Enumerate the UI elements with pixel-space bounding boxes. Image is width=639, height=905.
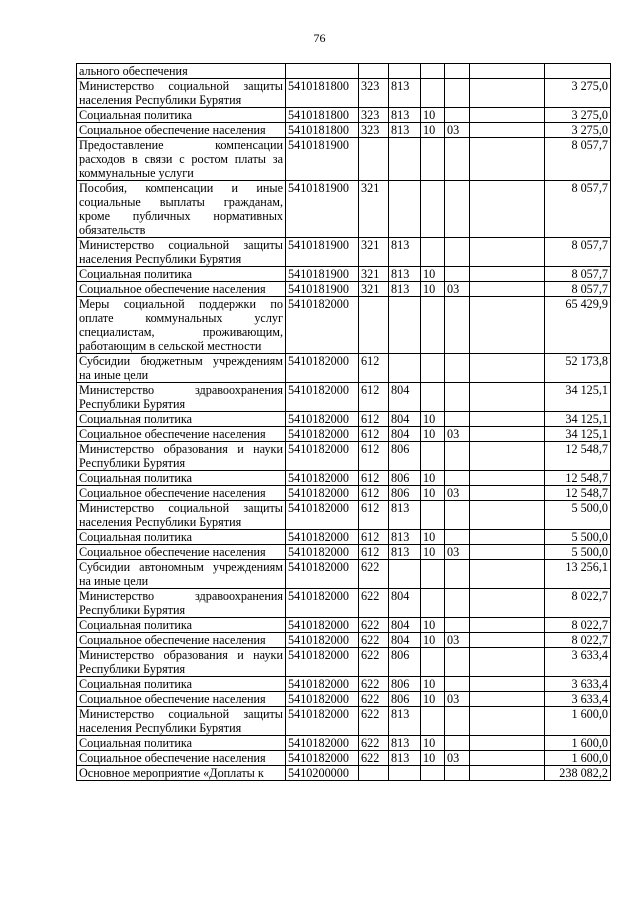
section-cell (421, 297, 445, 354)
amount-cell: 12 548,7 (545, 442, 611, 471)
department-code-cell: 813 (389, 238, 421, 267)
amount-cell: 8 022,7 (545, 633, 611, 648)
department-code-cell: 813 (389, 267, 421, 282)
page-number: 76 (313, 31, 326, 45)
expense-type-cell: 323 (359, 123, 389, 138)
target-article-cell: 5410181800 (286, 108, 359, 123)
expense-type-cell: 622 (359, 618, 389, 633)
row-name-cell: Социальная политика (77, 471, 286, 486)
subsection-cell (445, 677, 470, 692)
subsection-cell (445, 64, 470, 79)
subsection-cell (445, 530, 470, 545)
section-cell (421, 589, 445, 618)
amount-cell: 1 600,0 (545, 751, 611, 766)
target-article-cell: 5410181800 (286, 123, 359, 138)
section-cell (421, 648, 445, 677)
row-name-cell: Социальное обеспечение населения (77, 545, 286, 560)
row-name-cell: Министерство здравоохранения Республики Бурятия (77, 589, 286, 618)
amount-cell: 34 125,1 (545, 412, 611, 427)
target-article-cell: 5410181900 (286, 282, 359, 297)
section-cell: 10 (421, 123, 445, 138)
section-cell: 10 (421, 427, 445, 442)
department-code-cell (389, 560, 421, 589)
amount-cell: 8 057,7 (545, 181, 611, 238)
subsection-cell (445, 589, 470, 618)
amount-cell: 238 082,2 (545, 766, 611, 781)
row-name-cell: Предоставление компенсации расходов в связи с ростом платы за коммунальные услуги (77, 138, 286, 181)
subsection-cell (445, 736, 470, 751)
amount-cell: 3 633,4 (545, 648, 611, 677)
expense-type-cell: 622 (359, 633, 389, 648)
target-article-cell: 5410182000 (286, 427, 359, 442)
target-article-cell: 5410182000 (286, 442, 359, 471)
target-article-cell: 5410182000 (286, 486, 359, 501)
table-row (77, 501, 611, 530)
empty-cell (470, 79, 545, 108)
empty-cell (470, 354, 545, 383)
empty-cell (470, 530, 545, 545)
target-article-cell: 5410182000 (286, 297, 359, 354)
table-row (77, 545, 611, 560)
table-row (77, 354, 611, 383)
department-code-cell: 804 (389, 618, 421, 633)
section-cell: 10 (421, 267, 445, 282)
empty-cell (470, 238, 545, 267)
row-name-cell: Социальное обеспечение населения (77, 486, 286, 501)
expense-type-cell: 612 (359, 412, 389, 427)
section-cell (421, 238, 445, 267)
table-body (77, 64, 611, 781)
empty-cell (470, 282, 545, 297)
department-code-cell: 806 (389, 677, 421, 692)
expense-type-cell (359, 297, 389, 354)
table-row (77, 427, 611, 442)
expense-type-cell: 612 (359, 427, 389, 442)
department-code-cell: 813 (389, 530, 421, 545)
section-cell: 10 (421, 486, 445, 501)
target-article-cell (286, 64, 359, 79)
subsection-cell: 03 (445, 545, 470, 560)
department-code-cell: 813 (389, 751, 421, 766)
expense-type-cell: 622 (359, 677, 389, 692)
subsection-cell (445, 442, 470, 471)
amount-cell: 3 275,0 (545, 108, 611, 123)
subsection-cell: 03 (445, 282, 470, 297)
expense-type-cell: 622 (359, 751, 389, 766)
empty-cell (470, 297, 545, 354)
empty-cell (470, 751, 545, 766)
empty-cell (470, 589, 545, 618)
department-code-cell (389, 181, 421, 238)
target-article-cell: 5410181900 (286, 267, 359, 282)
amount-cell: 13 256,1 (545, 560, 611, 589)
amount-cell: 8 057,7 (545, 238, 611, 267)
section-cell: 10 (421, 633, 445, 648)
row-name-cell: Социальная политика (77, 412, 286, 427)
department-code-cell: 813 (389, 108, 421, 123)
expense-type-cell: 622 (359, 692, 389, 707)
row-name-cell: Социальная политика (77, 736, 286, 751)
amount-cell: 8 022,7 (545, 618, 611, 633)
department-code-cell: 813 (389, 79, 421, 108)
subsection-cell: 03 (445, 123, 470, 138)
table-row (77, 648, 611, 677)
target-article-cell: 5410182000 (286, 501, 359, 530)
expense-type-cell: 612 (359, 442, 389, 471)
target-article-cell: 5410182000 (286, 560, 359, 589)
department-code-cell: 806 (389, 471, 421, 486)
target-article-cell: 5410181900 (286, 181, 359, 238)
expense-type-cell: 612 (359, 486, 389, 501)
amount-cell: 8 057,7 (545, 267, 611, 282)
target-article-cell: 5410182000 (286, 589, 359, 618)
amount-cell (545, 64, 611, 79)
subsection-cell (445, 501, 470, 530)
section-cell (421, 442, 445, 471)
expense-type-cell (359, 138, 389, 181)
expense-type-cell: 622 (359, 589, 389, 618)
section-cell (421, 766, 445, 781)
section-cell: 10 (421, 471, 445, 486)
amount-cell: 3 275,0 (545, 123, 611, 138)
table-row (77, 560, 611, 589)
department-code-cell: 813 (389, 545, 421, 560)
target-article-cell: 5410181900 (286, 238, 359, 267)
amount-cell: 52 173,8 (545, 354, 611, 383)
expense-type-cell: 612 (359, 383, 389, 412)
expense-type-cell: 622 (359, 707, 389, 736)
table-row (77, 677, 611, 692)
subsection-cell (445, 267, 470, 282)
expense-type-cell: 622 (359, 648, 389, 677)
target-article-cell: 5410182000 (286, 677, 359, 692)
department-code-cell (389, 297, 421, 354)
empty-cell (470, 64, 545, 79)
department-code-cell: 806 (389, 648, 421, 677)
row-name-cell: Социальная политика (77, 108, 286, 123)
amount-cell: 8 057,7 (545, 282, 611, 297)
row-name-cell: Социальная политика (77, 267, 286, 282)
empty-cell (470, 181, 545, 238)
subsection-cell: 03 (445, 633, 470, 648)
empty-cell (470, 545, 545, 560)
empty-cell (470, 138, 545, 181)
empty-cell (470, 427, 545, 442)
department-code-cell: 813 (389, 707, 421, 736)
amount-cell: 1 600,0 (545, 736, 611, 751)
empty-cell (470, 267, 545, 282)
table-row (77, 267, 611, 282)
row-name-cell: Социальная политика (77, 618, 286, 633)
subsection-cell (445, 618, 470, 633)
row-name-cell: Социальная политика (77, 677, 286, 692)
department-code-cell (389, 766, 421, 781)
expense-type-cell: 622 (359, 560, 389, 589)
table-row (77, 79, 611, 108)
department-code-cell: 804 (389, 589, 421, 618)
section-cell: 10 (421, 282, 445, 297)
department-code-cell (389, 138, 421, 181)
expense-type-cell: 323 (359, 108, 389, 123)
empty-cell (470, 648, 545, 677)
target-article-cell: 5410182000 (286, 648, 359, 677)
row-name-cell: Социальное обеспечение населения (77, 123, 286, 138)
row-name-cell: Министерство социальной защиты населения Республики Бурятия (77, 79, 286, 108)
target-article-cell: 5410182000 (286, 412, 359, 427)
subsection-cell (445, 412, 470, 427)
department-code-cell: 806 (389, 486, 421, 501)
subsection-cell (445, 238, 470, 267)
section-cell: 10 (421, 677, 445, 692)
table-row (77, 297, 611, 354)
expense-type-cell: 612 (359, 545, 389, 560)
row-name-cell: Социальная политика (77, 530, 286, 545)
table-row (77, 442, 611, 471)
section-cell: 10 (421, 108, 445, 123)
expense-type-cell: 622 (359, 736, 389, 751)
table-row (77, 707, 611, 736)
subsection-cell (445, 79, 470, 108)
table-row (77, 282, 611, 297)
row-name-cell: Социальное обеспечение населения (77, 633, 286, 648)
section-cell (421, 383, 445, 412)
section-cell: 10 (421, 751, 445, 766)
table-row (77, 412, 611, 427)
section-cell (421, 79, 445, 108)
section-cell (421, 64, 445, 79)
subsection-cell (445, 707, 470, 736)
row-name-cell: Меры социальной поддержки по оплате коммунальных услуг специалистам, проживающим, работающим в сельской местности (77, 297, 286, 354)
row-name-cell: Социальное обеспечение населения (77, 427, 286, 442)
subsection-cell (445, 560, 470, 589)
budget-table (76, 63, 611, 781)
row-name-cell: Социальное обеспечение населения (77, 692, 286, 707)
department-code-cell: 804 (389, 412, 421, 427)
table-row (77, 736, 611, 751)
section-cell (421, 181, 445, 238)
subsection-cell (445, 648, 470, 677)
empty-cell (470, 471, 545, 486)
empty-cell (470, 108, 545, 123)
subsection-cell: 03 (445, 486, 470, 501)
subsection-cell (445, 297, 470, 354)
section-cell (421, 501, 445, 530)
table-row (77, 766, 611, 781)
row-name-cell: Пособия, компенсации и иные социальные выплаты гражданам, кроме публичных нормативных обязательств (77, 181, 286, 238)
subsection-cell (445, 108, 470, 123)
row-name-cell: Министерство социальной защиты населения Республики Бурятия (77, 501, 286, 530)
row-name-cell: Министерство образования и науки Республики Бурятия (77, 648, 286, 677)
empty-cell (470, 707, 545, 736)
row-name-cell: Социальное обеспечение населения (77, 282, 286, 297)
empty-cell (470, 633, 545, 648)
department-code-cell: 806 (389, 442, 421, 471)
subsection-cell: 03 (445, 692, 470, 707)
empty-cell (470, 560, 545, 589)
subsection-cell (445, 138, 470, 181)
table-row (77, 589, 611, 618)
amount-cell: 34 125,1 (545, 427, 611, 442)
target-article-cell: 5410181800 (286, 79, 359, 108)
target-article-cell: 5410182000 (286, 633, 359, 648)
amount-cell: 3 633,4 (545, 677, 611, 692)
target-article-cell: 5410182000 (286, 692, 359, 707)
table-row (77, 181, 611, 238)
amount-cell: 3 275,0 (545, 79, 611, 108)
table-row (77, 471, 611, 486)
section-cell: 10 (421, 618, 445, 633)
department-code-cell (389, 354, 421, 383)
amount-cell: 12 548,7 (545, 471, 611, 486)
row-name-cell: Субсидии бюджетным учреждениям на иные цели (77, 354, 286, 383)
expense-type-cell: 321 (359, 282, 389, 297)
amount-cell: 5 500,0 (545, 545, 611, 560)
table-row (77, 383, 611, 412)
target-article-cell: 5410182000 (286, 354, 359, 383)
department-code-cell: 804 (389, 383, 421, 412)
table-row (77, 64, 611, 79)
expense-type-cell: 612 (359, 530, 389, 545)
expense-type-cell: 321 (359, 238, 389, 267)
amount-cell: 8 057,7 (545, 138, 611, 181)
target-article-cell: 5410182000 (286, 618, 359, 633)
expense-type-cell: 321 (359, 181, 389, 238)
expense-type-cell: 612 (359, 471, 389, 486)
table-row (77, 238, 611, 267)
target-article-cell: 5410182000 (286, 530, 359, 545)
table-row (77, 633, 611, 648)
empty-cell (470, 766, 545, 781)
empty-cell (470, 486, 545, 501)
section-cell (421, 138, 445, 181)
subsection-cell (445, 471, 470, 486)
subsection-cell (445, 181, 470, 238)
subsection-cell: 03 (445, 751, 470, 766)
department-code-cell: 813 (389, 123, 421, 138)
department-code-cell: 804 (389, 633, 421, 648)
section-cell: 10 (421, 530, 445, 545)
subsection-cell (445, 766, 470, 781)
department-code-cell: 813 (389, 282, 421, 297)
row-name-cell: Министерство образования и науки Республики Бурятия (77, 442, 286, 471)
empty-cell (470, 442, 545, 471)
amount-cell: 12 548,7 (545, 486, 611, 501)
empty-cell (470, 412, 545, 427)
row-name-cell: ального обеспечения (77, 64, 286, 79)
target-article-cell: 5410181900 (286, 138, 359, 181)
target-article-cell: 5410182000 (286, 707, 359, 736)
department-code-cell: 813 (389, 736, 421, 751)
empty-cell (470, 501, 545, 530)
empty-cell (470, 383, 545, 412)
target-article-cell: 5410182000 (286, 736, 359, 751)
row-name-cell: Министерство социальной защиты населения Республики Бурятия (77, 707, 286, 736)
row-name-cell: Министерство здравоохранения Республики Бурятия (77, 383, 286, 412)
expense-type-cell (359, 766, 389, 781)
table-row (77, 618, 611, 633)
empty-cell (470, 736, 545, 751)
row-name-cell: Субсидии автономным учреждениям на иные цели (77, 560, 286, 589)
amount-cell: 8 022,7 (545, 589, 611, 618)
row-name-cell: Социальное обеспечение населения (77, 751, 286, 766)
row-name-cell: Министерство социальной защиты населения Республики Бурятия (77, 238, 286, 267)
subsection-cell (445, 354, 470, 383)
department-code-cell: 806 (389, 692, 421, 707)
target-article-cell: 5410182000 (286, 383, 359, 412)
amount-cell: 5 500,0 (545, 501, 611, 530)
amount-cell: 65 429,9 (545, 297, 611, 354)
empty-cell (470, 618, 545, 633)
table-row (77, 692, 611, 707)
table-row (77, 123, 611, 138)
amount-cell: 5 500,0 (545, 530, 611, 545)
target-article-cell: 5410182000 (286, 471, 359, 486)
target-article-cell: 5410182000 (286, 751, 359, 766)
expense-type-cell: 323 (359, 79, 389, 108)
target-article-cell: 5410200000 (286, 766, 359, 781)
section-cell: 10 (421, 692, 445, 707)
amount-cell: 1 600,0 (545, 707, 611, 736)
expense-type-cell (359, 64, 389, 79)
expense-type-cell: 321 (359, 267, 389, 282)
section-cell (421, 354, 445, 383)
department-code-cell: 804 (389, 427, 421, 442)
empty-cell (470, 123, 545, 138)
target-article-cell: 5410182000 (286, 545, 359, 560)
section-cell (421, 707, 445, 736)
table-row (77, 138, 611, 181)
table-row (77, 530, 611, 545)
empty-cell (470, 692, 545, 707)
table-row (77, 751, 611, 766)
table-row (77, 108, 611, 123)
amount-cell: 34 125,1 (545, 383, 611, 412)
department-code-cell: 813 (389, 501, 421, 530)
table-row (77, 486, 611, 501)
subsection-cell: 03 (445, 427, 470, 442)
section-cell: 10 (421, 736, 445, 751)
section-cell (421, 560, 445, 589)
row-name-cell: Основное мероприятие «Доплаты к (77, 766, 286, 781)
expense-type-cell: 612 (359, 501, 389, 530)
subsection-cell (445, 383, 470, 412)
empty-cell (470, 677, 545, 692)
expense-type-cell: 612 (359, 354, 389, 383)
section-cell: 10 (421, 412, 445, 427)
section-cell: 10 (421, 545, 445, 560)
department-code-cell (389, 64, 421, 79)
amount-cell: 3 633,4 (545, 692, 611, 707)
